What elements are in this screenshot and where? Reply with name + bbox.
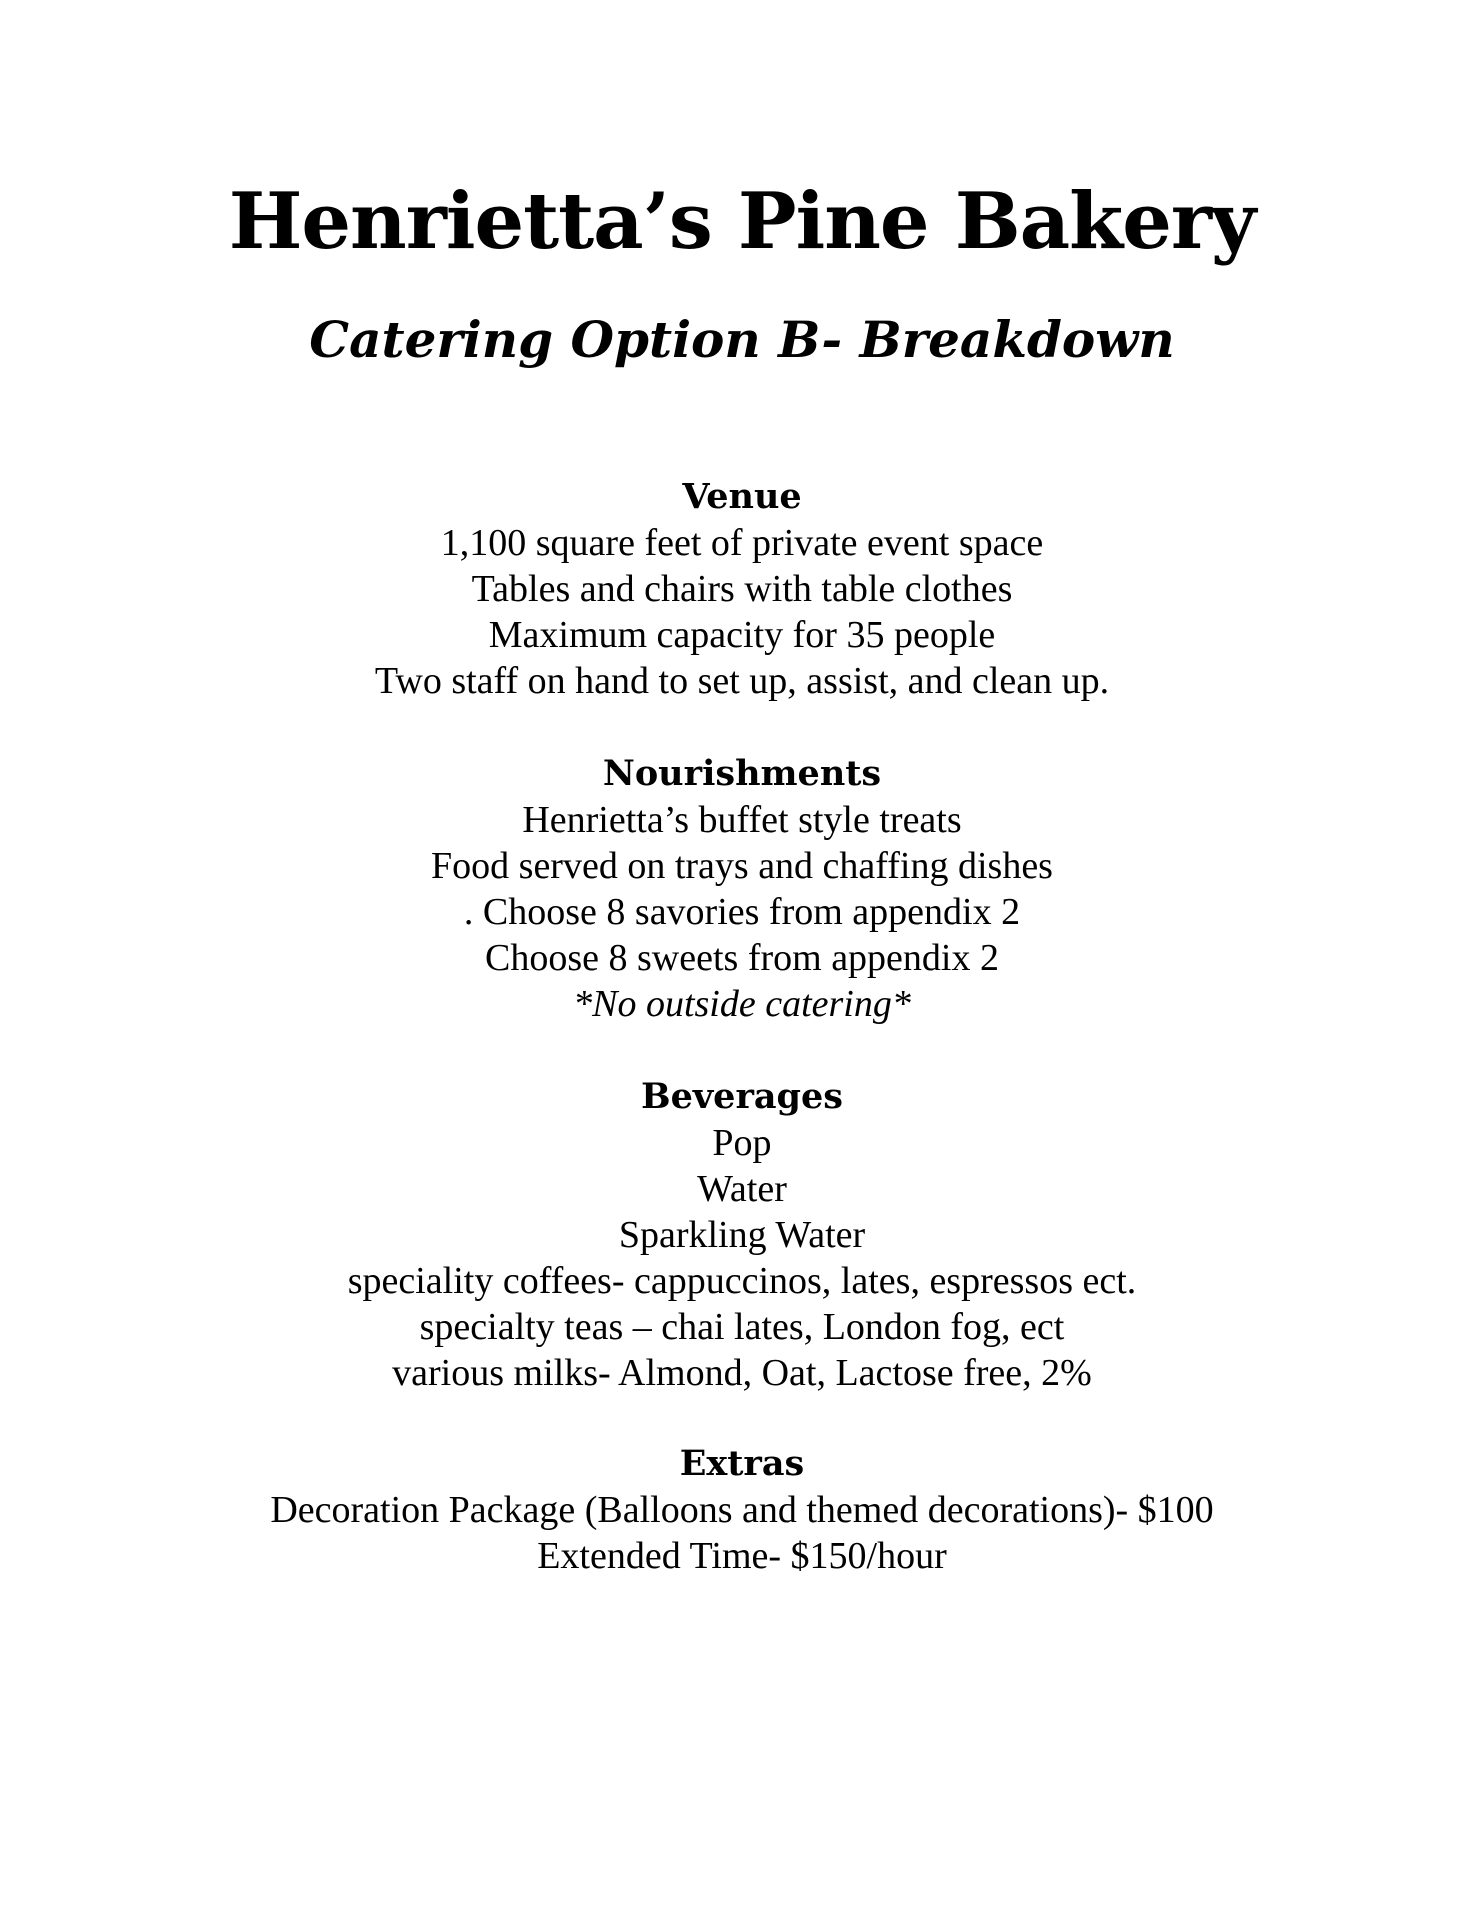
beverages-line: speciality coffees- cappuccinos, lates, espressos ect. <box>347 1260 1137 1302</box>
nourishments-line: Food served on trays and chaffing dishes <box>431 845 1053 887</box>
venue-line: Maximum capacity for 35 people <box>488 614 996 656</box>
extras-line: Extended Time- $150/hour <box>537 1535 947 1577</box>
beverages-line: specialty teas – chai lates, London fog, ect <box>419 1306 1065 1348</box>
beverages-line: Pop <box>712 1122 772 1164</box>
section-nourishments <box>0 751 1484 1027</box>
section-heading-nourishments: Nourishments <box>602 753 882 794</box>
section-heading-extras: Extras <box>679 1443 805 1484</box>
beverages-line: Water <box>697 1168 787 1210</box>
section-venue <box>0 474 1484 704</box>
section-heading-venue: Venue <box>682 476 802 517</box>
nourishments-line: . Choose 8 savories from appendix 2 <box>463 891 1021 933</box>
page-subtitle: Catering Option B- Breakdown <box>309 310 1175 369</box>
venue-line: Two staff on hand to set up, assist, and clean up. <box>374 660 1110 702</box>
extras-line: Decoration Package (Balloons and themed decorations)- $100 <box>270 1489 1214 1531</box>
section-extras <box>0 1441 1484 1579</box>
venue-line: Tables and chairs with table clothes <box>471 568 1013 610</box>
nourishments-line: Henrietta’s buffet style treats <box>522 799 962 841</box>
venue-line: 1,100 square feet of private event space <box>440 522 1044 564</box>
section-heading-beverages: Beverages <box>640 1076 844 1117</box>
page-title: Henrietta’s Pine Bakery <box>228 176 1256 267</box>
beverages-line: Sparkling Water <box>618 1214 866 1256</box>
beverages-line: various milks- Almond, Oat, Lactose free, 2% <box>392 1352 1092 1394</box>
nourishments-line: Choose 8 sweets from appendix 2 <box>485 937 999 979</box>
no-outside-catering-note: *No outside catering* <box>573 983 911 1025</box>
section-beverages <box>0 1074 1484 1396</box>
